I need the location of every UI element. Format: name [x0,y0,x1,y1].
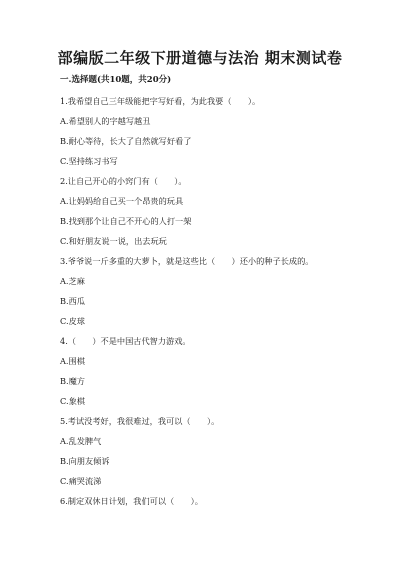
answer-option: A.芝麻 [60,276,85,286]
answer-option: C.象棋 [60,396,85,406]
answer-option: B.找到那个让自己不开心的人打一架 [60,216,192,226]
answer-option: C.痛哭流涕 [60,476,102,486]
answer-option: C.皮球 [60,316,85,326]
question-stem: 1.我希望自己三年级能把字写好看，为此我要（ ）。 [60,96,261,106]
question-stem: 4.（ ）不是中国古代智力游戏。 [60,336,191,346]
section-heading: 一.选择题(共10题，共20分) [60,75,172,85]
question-stem: 3.爷爷说一斤多重的大萝卜，就是这些比（ ）还小的种子长成的。 [60,256,314,266]
question-stem: 6.制定双休日计划，我们可以（ ）。 [60,496,203,506]
answer-option: A.乱发脾气 [60,436,102,446]
question-stem: 5.考试没考好，我很难过，我可以（ ）。 [60,416,220,426]
answer-option: B.西瓜 [60,296,85,306]
answer-option: A.围棋 [60,356,85,366]
answer-option: A.希望别人的字越写越丑 [60,116,151,126]
answer-option: B.魔方 [60,376,85,386]
answer-option: A.让妈妈给自己买一个昂贵的玩具 [60,196,184,206]
answer-option: B.向朋友倾诉 [60,456,110,466]
answer-option: C.和好朋友说一说，出去玩玩 [60,236,167,246]
answer-option: B.耐心等待，长大了自然就写好看了 [60,136,192,146]
answer-option: C.坚持练习书写 [60,156,118,166]
question-stem: 2.让自己开心的小窍门有（ ）。 [60,176,187,186]
exam-title: 部编版二年级下册道德与法治 期末测试卷 [57,49,343,67]
